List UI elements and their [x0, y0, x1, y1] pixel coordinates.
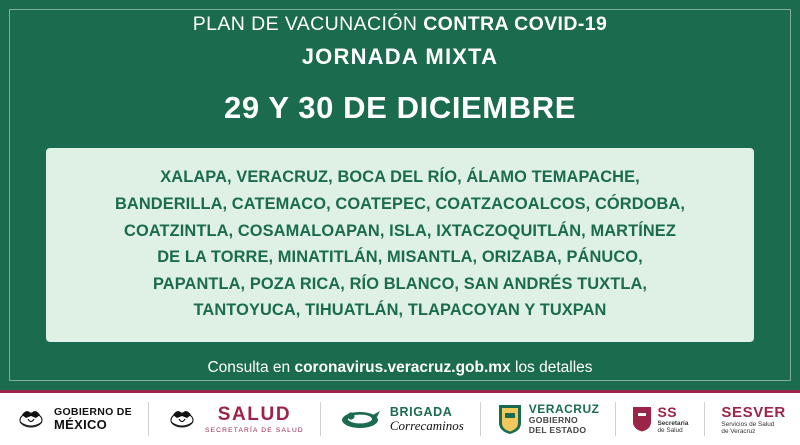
veracruz-shield-icon	[497, 403, 523, 435]
page-title	[0, 14, 800, 35]
logo-divider-1	[148, 402, 149, 436]
poster-header	[0, 0, 800, 70]
logo-brigada-correcaminos	[337, 397, 464, 441]
municipalities-line-4: DE LA TORRE, MINATITLÁN, MISANTLA, ORIZABA, PÁNUCO,	[157, 248, 643, 267]
ss-line3: de Salud	[657, 427, 683, 434]
veracruz-line1: VERACRUZ	[528, 401, 600, 416]
logo-divider-4	[615, 402, 616, 436]
brigada-line1: BRIGADA	[389, 404, 453, 419]
consulta-suffix: los detalles	[510, 358, 593, 376]
consulta-prefix: Consulta en	[207, 358, 295, 376]
logo-gobierno-de-mexico	[14, 397, 132, 441]
ss-line2: Secretaría	[657, 420, 689, 427]
logo-ss-secretaria-de-salud	[632, 397, 688, 441]
title-emphasis: CONTRA COVID-19	[423, 13, 608, 35]
municipalities-line-2: BANDERILLA, CATEMACO, COATEPEC, COATZACOALCOS, CÓRDOBA,	[114, 195, 686, 214]
consulta-note	[0, 359, 800, 377]
sesver-line2: Servicios de Salud	[721, 420, 775, 428]
salud-line2: SECRETARÍA DE SALUD	[204, 427, 304, 434]
municipalities-line-5: PAPANTLA, POZA RICA, RÍO BLANCO, SAN ANDRÉS TUXTLA,	[152, 274, 648, 293]
title-prefix: PLAN DE VACUNACIÓN	[192, 13, 424, 35]
municipalities-line-3: COATZINTLA, COSAMALOAPAN, ISLA, IXTACZOQUITLÁN, MARTÍNEZ	[124, 221, 676, 240]
logo-divider-3	[480, 402, 481, 436]
poster-subtitle: JORNADA MIXTA	[301, 44, 499, 70]
gobierno-line2: MÉXICO	[54, 416, 108, 432]
sesver-line1: SESVER	[721, 403, 786, 421]
eagle-icon-salud	[165, 406, 199, 432]
ss-line1: SS	[657, 404, 678, 420]
campaign-date: 29 Y 30 DE DICIEMBRE	[224, 90, 576, 126]
logo-salud	[165, 397, 304, 441]
eagle-icon	[14, 406, 48, 432]
sesver-line3: de Veracruz	[721, 427, 756, 435]
brigada-line2: Correcaminos	[389, 417, 464, 433]
logo-veracruz-gobierno	[497, 397, 600, 441]
gobierno-line1: GOBIERNO DE	[54, 405, 132, 418]
logo-sesver	[721, 397, 785, 441]
consulta-url[interactable]: coronavirus.veracruz.gob.mx	[294, 358, 511, 376]
ss-shield-icon	[632, 406, 652, 432]
salud-line1: SALUD	[217, 404, 292, 425]
footer-logo-bar	[0, 390, 800, 445]
veracruz-line3: DEL ESTADO	[528, 424, 587, 435]
municipalities-panel	[46, 148, 754, 341]
municipalities-line-1: XALAPA, VERACRUZ, BOCA DEL RÍO, ÁLAMO TEMAPACHE,	[160, 168, 640, 187]
veracruz-line2: GOBIERNO	[528, 415, 578, 426]
roadrunner-icon	[337, 404, 383, 434]
logo-divider-5	[704, 402, 705, 436]
municipalities-line-6: TANTOYUCA, TIHUATLÁN, TLAPACOYAN Y TUXPAN	[193, 301, 607, 320]
logo-divider-2	[320, 402, 321, 436]
